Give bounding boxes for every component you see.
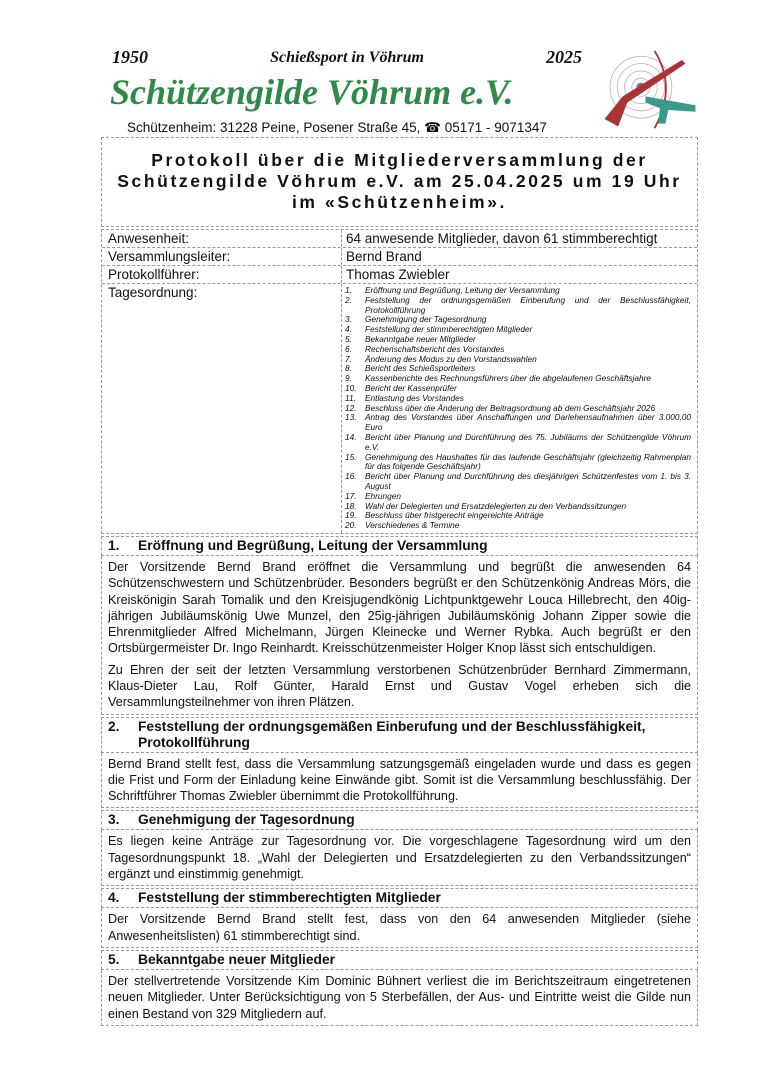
agenda-text: Bericht der Kassenprüfer: [365, 382, 457, 393]
info-label: Anwesenheit:: [102, 230, 342, 247]
info-row-attendance: [102, 230, 697, 248]
agenda-number: 8.: [345, 363, 352, 374]
section-5: [101, 950, 698, 1026]
agenda-text: Entlastung des Vorstandes: [365, 392, 464, 403]
info-row-chair: [102, 248, 697, 266]
agenda-number: 2.: [345, 294, 352, 305]
section-4: [101, 888, 698, 948]
agenda-item: [343, 433, 691, 453]
meeting-info-table: [101, 229, 698, 534]
section-paragraph: Zu Ehren der seit der letzten Versammlung verstorbenen Schützenbrüder Bernhard Zimmermann, Klaus-Dieter Lau, Rolf Günter, Harald Ernst und Gustav Vogel erheben sich die Versammlungsteilnehmer von ihren Plätzen.: [108, 662, 691, 710]
info-label: Protokollführer:: [102, 266, 342, 283]
section-body: [101, 753, 698, 809]
agenda-number: 1.: [345, 285, 352, 295]
agenda-number: 14.: [345, 431, 357, 442]
agenda-number: 20.: [345, 520, 357, 531]
agenda-list: [342, 284, 697, 533]
info-label: Tagesordnung:: [102, 284, 342, 533]
info-row-recorder: [102, 266, 697, 284]
agenda-number: 11.: [345, 392, 356, 403]
section-2: [101, 717, 698, 809]
section-heading: [101, 810, 698, 830]
agenda-text: Bericht des Schießsportleiters: [365, 363, 476, 374]
header-top: [112, 47, 582, 68]
section-title: Feststellung der ordnungsgemäßen Einberufung und der Beschlussfähigkeit, Protokollführung: [138, 718, 646, 750]
agenda-number: 10.: [345, 382, 357, 393]
section-3: [101, 810, 698, 886]
section-heading: [101, 888, 698, 908]
address: Schützenheim: 31228 Peine, Posener Straße 45, ☎ 05171 - 9071347: [127, 120, 547, 135]
section-title: Genehmigung der Tagesordnung: [138, 812, 355, 828]
section-heading: [101, 950, 698, 970]
info-value: Bernd Brand: [346, 249, 422, 264]
agenda-text: Beschluss über fristgerecht eingereichte Anträge: [365, 510, 544, 521]
section-title: Feststellung der stimmberechtigten Mitglieder: [138, 890, 441, 906]
agenda-text: Rechenschaftsbericht des Vorstandes: [365, 343, 505, 354]
agenda-text: Änderung des Modus zu den Vorstandswahlen: [365, 353, 537, 364]
section-title: Eröffnung und Begrüßung, Leitung der Versammlung: [138, 537, 488, 553]
agenda-text: Bekanntgabe neuer Mitglieder: [365, 333, 476, 344]
agenda-text: Bericht über Planung und Durchführung des 75. Jubiläums der Schützengilde Vöhrum e.V.: [365, 431, 691, 452]
agenda-number: 4.: [345, 324, 352, 335]
section-paragraph: Bernd Brand stellt fest, dass die Versammlung satzungsgemäß eingeladen wurde und dass es gegen die Frist und Form der Einladung keine Einwände gibt. Somit ist die Versammlung beschlussfähig. Der Schriftführer Thomas Zwiebler übernimmt die Protokollführung.: [108, 756, 691, 804]
agenda-text: Beschluss über die Änderung der Beitragsordnung ab dem Geschäftsjahr 2026: [365, 402, 656, 413]
sections: [101, 536, 698, 1026]
agenda-text: Genehmigung des Haushaltes für das laufende Geschäftsjahr (gleichzeitig Rahmenplan für das folgende Geschäftsjahr): [365, 451, 691, 472]
document-title: Protokoll über die Mitgliederversammlung der Schützengilde Vöhrum e.V. am 25.04.2025 um 19 Uhr im «Schützenheim».: [101, 137, 698, 227]
agenda-number: 7.: [345, 353, 352, 364]
agenda-number: 6.: [345, 343, 352, 354]
document-body: [101, 137, 698, 1026]
club-name: Schützengilde Vöhrum e.V.: [110, 72, 514, 112]
section-body: [101, 908, 698, 948]
agenda-item: [343, 521, 691, 531]
agenda-number: 19.: [345, 510, 357, 521]
info-row-agenda: [102, 284, 697, 533]
section-number: 4.: [108, 890, 120, 906]
year-start: 1950: [112, 47, 148, 67]
agenda-text: Wahl der Delegierten und Ersatzdelegierten zu den Verbandssitzungen: [365, 500, 627, 511]
agenda-text: Antrag des Vorstandes über Anschaffungen und Darlehensaufnahmen über 3.000,00 Euro: [365, 412, 691, 433]
agenda-item: [343, 472, 691, 492]
section-body: [101, 970, 698, 1026]
agenda-text: Feststellung der ordnungsgemäßen Einberufung und der Beschlussfähigkeit, Protokollführung: [365, 294, 691, 315]
agenda-item: [343, 413, 691, 433]
section-paragraph: Der stellvertretende Vorsitzende Kim Dominic Bühnert verliest die im Berichtszeitraum eingetretenen neuen Mitglieder. Unter Berücksichtigung von 5 Sterbefällen, der Aus- und Eintritte weist die Gilde nun einen Bestand von 329 Mitgliedern auf.: [108, 973, 691, 1021]
agenda-text: Ehrungen: [365, 490, 401, 501]
section-paragraph: Es liegen keine Anträge zur Tagesordnung vor. Die vorgeschlagene Tagesordnung wird um den Tagesordnungspunkt 18. „Wahl der Delegierten und Ersatzdelegierten zu den Verbandssitzungen“ ergänzt und einstimmig genehmigt.: [108, 834, 691, 882]
year-end: 2025: [545, 47, 582, 67]
agenda-number: 9.: [345, 373, 352, 384]
agenda-text: Bericht über Planung und Durchführung des diesjährigen Schützenfestes vom 1. bis 3. August: [365, 471, 691, 491]
section-body: [101, 556, 698, 715]
motto: Schießsport in Vöhrum: [270, 49, 424, 66]
section-body: [101, 830, 698, 886]
agenda-number: 12.: [345, 402, 357, 413]
section-title: Bekanntgabe neuer Mitglieder: [138, 951, 336, 967]
agenda-number: 5.: [345, 333, 352, 344]
agenda-text: Genehmigung der Tagesordnung: [365, 314, 487, 325]
agenda-number: 13.: [345, 412, 357, 423]
section-number: 2.: [108, 718, 120, 734]
section-1: [101, 536, 698, 715]
agenda-item: [343, 453, 691, 473]
agenda-text: Kassenberichte des Rechnungsführers über die abgelaufenen Geschäftsjahre: [365, 373, 651, 384]
section-number: 1.: [108, 537, 120, 553]
section-paragraph: Der Vorsitzende Bernd Brand stellt fest, dass von den 64 anwesenden Mitglieder (siehe Anwesenheitslisten) 61 stimmberechtigt sind.: [108, 912, 691, 943]
section-number: 5.: [108, 951, 120, 967]
agenda-text: Feststellung der stimmberechtigten Mitglieder: [365, 324, 533, 335]
agenda-number: 18.: [345, 500, 357, 511]
agenda-item: [343, 296, 691, 316]
agenda-number: 3.: [345, 314, 352, 325]
section-number: 3.: [108, 812, 120, 828]
info-value: 64 anwesende Mitglieder, davon 61 stimmberechtigt: [346, 231, 658, 246]
club-logo-icon: [600, 42, 700, 137]
section-paragraph: Der Vorsitzende Bernd Brand eröffnet die Versammlung und begrüßt die anwesenden 64 Schützenschwestern und Schützenbrüder. Besonders begrüßt er den Schützenkönig Andreas Mörs, die Kreiskönigin Sarah Tomalik und den Kreisjugendkönig Lichtpunktgewehr Louca Hillebrecht, den 40ig-jährigen Jubiläumskönig Uwe Munzel, den 25ig-jährigen Jubiläumskönig Johann Zipper sowie die Ehrenmitglieder Alfred Michelmann, Jürgen Kleinecke und Werner Rybka. Auch begrüßt er den Ortsbürgermeister Dr. Ingo Reinhardt. Kreisschützenmeister Holger Knop lässt sich entschuldigen.: [108, 559, 691, 656]
section-heading: [101, 536, 698, 556]
agenda-number: 15.: [345, 451, 357, 462]
agenda-text: Verschiedenes & Termine: [365, 520, 460, 531]
section-heading: [101, 717, 698, 753]
info-value: Thomas Zwiebler: [346, 267, 450, 282]
agenda-text: Eröffnung und Begrüßung, Leitung der Versammlung: [365, 285, 560, 295]
info-label: Versammlungsleiter:: [102, 248, 342, 265]
agenda-number: 16.: [345, 471, 357, 482]
agenda-number: 17.: [345, 490, 357, 501]
